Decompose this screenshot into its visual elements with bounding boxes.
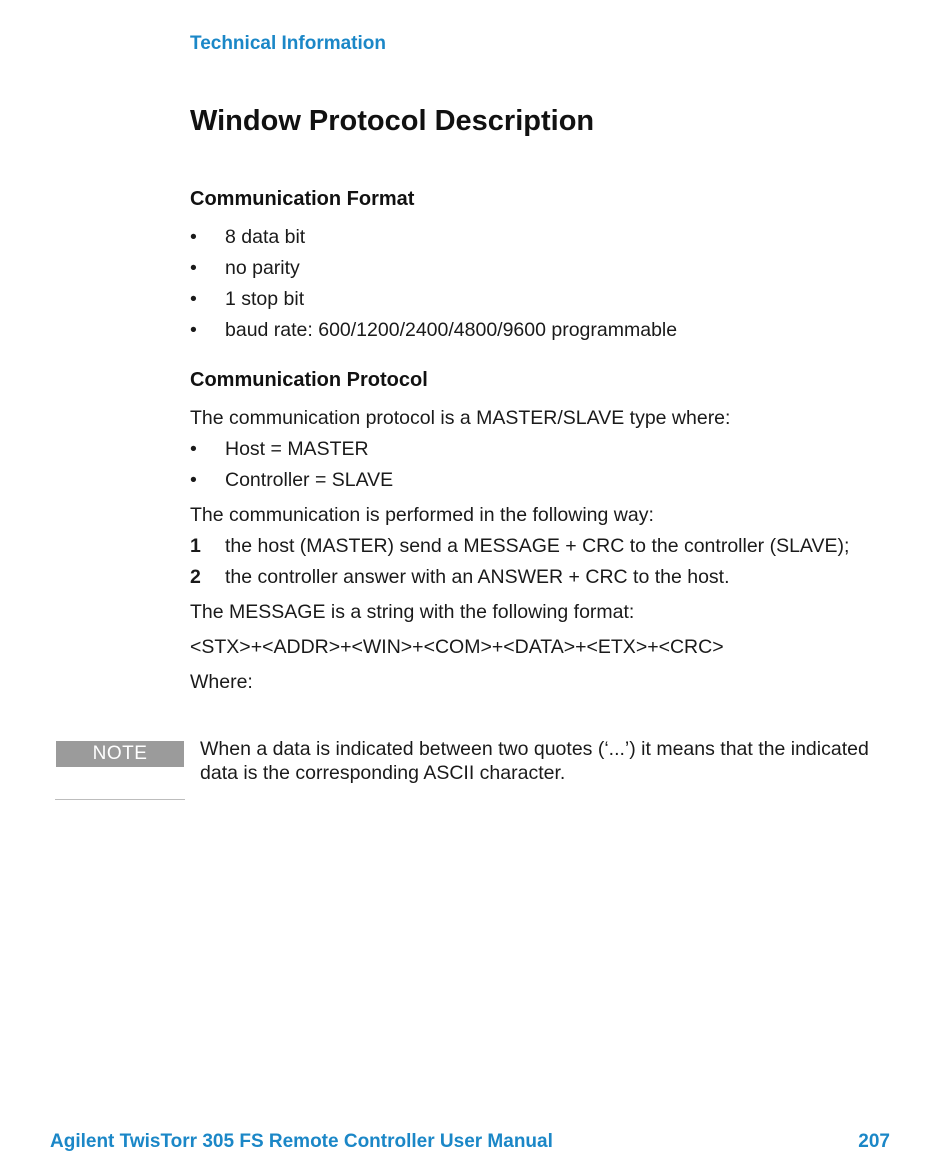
list-item-text: Host = MASTER — [225, 438, 369, 460]
list-item-text: 1 stop bit — [225, 288, 305, 310]
step-text: the host (MASTER) send a MESSAGE + CRC to the controller (SLAVE); — [225, 535, 850, 557]
bullet-icon: • — [190, 257, 197, 279]
performed-intro: The communication is performed in the following way: — [190, 504, 654, 526]
step-number: 2 — [190, 566, 201, 588]
step-text: the controller answer with an ANSWER + CRC to the host. — [225, 566, 730, 588]
bullet-icon: • — [190, 288, 197, 310]
communication-protocol-heading: Communication Protocol — [190, 369, 428, 391]
communication-format-heading: Communication Format — [190, 188, 415, 210]
bullet-icon: • — [190, 438, 197, 460]
footer-manual-title: Agilent TwisTorr 305 FS Remote Controller User Manual — [50, 1131, 553, 1152]
list-item-text: Controller = SLAVE — [225, 469, 394, 491]
list-item-text: baud rate: 600/1200/2400/4800/9600 programmable — [225, 319, 678, 341]
where-label: Where: — [190, 671, 253, 693]
protocol-intro: The communication protocol is a MASTER/SLAVE type where: — [190, 407, 731, 429]
step-number: 1 — [190, 535, 201, 557]
note-divider — [55, 799, 185, 800]
bullet-icon: • — [190, 226, 197, 248]
section-header: Technical Information — [190, 33, 387, 54]
list-item-text: 8 data bit — [225, 226, 306, 248]
list-item-text: no parity — [225, 257, 300, 279]
bullet-icon: • — [190, 469, 197, 491]
page-title: Window Protocol Description — [190, 105, 595, 137]
note-text: When a data is indicated between two quotes (‘...’) it means that the indicated data is the corresponding ASCII character. — [200, 738, 869, 784]
note-badge: NOTE — [56, 741, 184, 767]
message-intro: The MESSAGE is a string with the following format: — [190, 601, 635, 623]
message-format: <STX>+<ADDR>+<WIN>+<COM>+<DATA>+<ETX>+<CRC> — [190, 636, 724, 658]
footer-page-number: 207 — [858, 1131, 890, 1152]
bullet-icon: • — [190, 319, 197, 341]
